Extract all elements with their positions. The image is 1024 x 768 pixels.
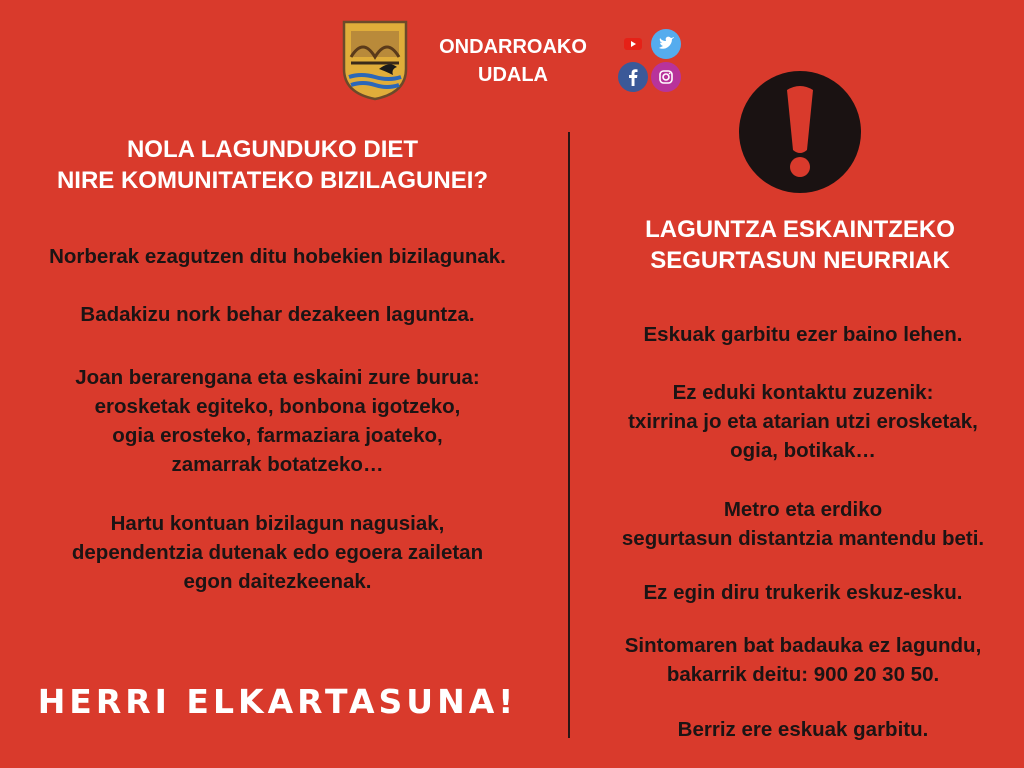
right-paragraph [585,378,1021,465]
exclamation-warning-icon [738,70,862,194]
right-paragraph [585,578,1021,607]
right-paragraph [585,631,1021,689]
left-paragraph [0,509,555,596]
text-line: segurtasun distantzia mantendu beti. [621,527,985,550]
municipality-name [420,33,606,89]
heading-line: NOLA LAGUNDUKO DIET [126,136,419,163]
text-line: Berriz ere eskuak garbitu. [677,718,929,741]
text-line: dependentzia dutenak edo egoera zailetan [71,541,484,564]
left-paragraph [0,242,555,271]
text-line: Badakizu nork behar dezakeen laguntza. [80,303,475,326]
youtube-icon[interactable] [618,29,648,59]
slogan: HERRI ELKARTASUNA! [37,682,518,721]
right-paragraph [585,320,1021,349]
municipal-crest-logo [341,19,409,101]
text-line: ogia, botikak… [730,439,876,462]
left-heading [0,134,545,196]
text-line: txirrina jo eta atarian utzi erosketak, [628,410,978,433]
left-paragraph [0,363,555,479]
text-line: zamarrak botatzeko… [171,453,384,476]
text-line: egon daitezkeenak. [183,570,372,593]
text-line: Metro eta erdiko [723,498,883,521]
facebook-icon[interactable] [618,62,648,92]
text-line: Ez eduki kontaktu zuzenik: [672,381,934,404]
twitter-icon[interactable] [651,29,681,59]
text-line: Eskuak garbitu ezer baino lehen. [643,323,963,346]
text-line: ogia erosteko, farmaziara joateko, [112,424,443,447]
right-paragraph [585,715,1021,744]
org-name-line: UDALA [478,64,548,86]
heading-line: SEGURTASUN NEURRIAK [650,247,950,274]
org-name-line: ONDARROAKO [439,36,587,58]
right-paragraph [585,495,1021,553]
text-line: bakarrik deitu: 900 20 30 50. [666,663,940,686]
text-line: Hartu kontuan bizilagun nagusiak, [110,512,445,535]
text-line: Joan berarengana eta eskaini zure burua: [75,366,480,389]
text-line: erosketak egiteko, bonbona igotzeko, [94,395,461,418]
right-heading [590,214,1010,276]
heading-line: LAGUNTZA ESKAINTZEKO [645,216,955,243]
text-line: Norberak ezagutzen ditu hobekien bizilagunak. [49,245,506,268]
column-divider [568,132,570,738]
text-line: Sintomaren bat badauka ez lagundu, [624,634,982,657]
left-paragraph [0,300,555,329]
instagram-icon[interactable] [651,62,681,92]
text-line: Ez egin diru trukerik eskuz-esku. [643,581,963,604]
heading-line: NIRE KOMUNITATEKO BIZILAGUNEI? [56,167,489,194]
